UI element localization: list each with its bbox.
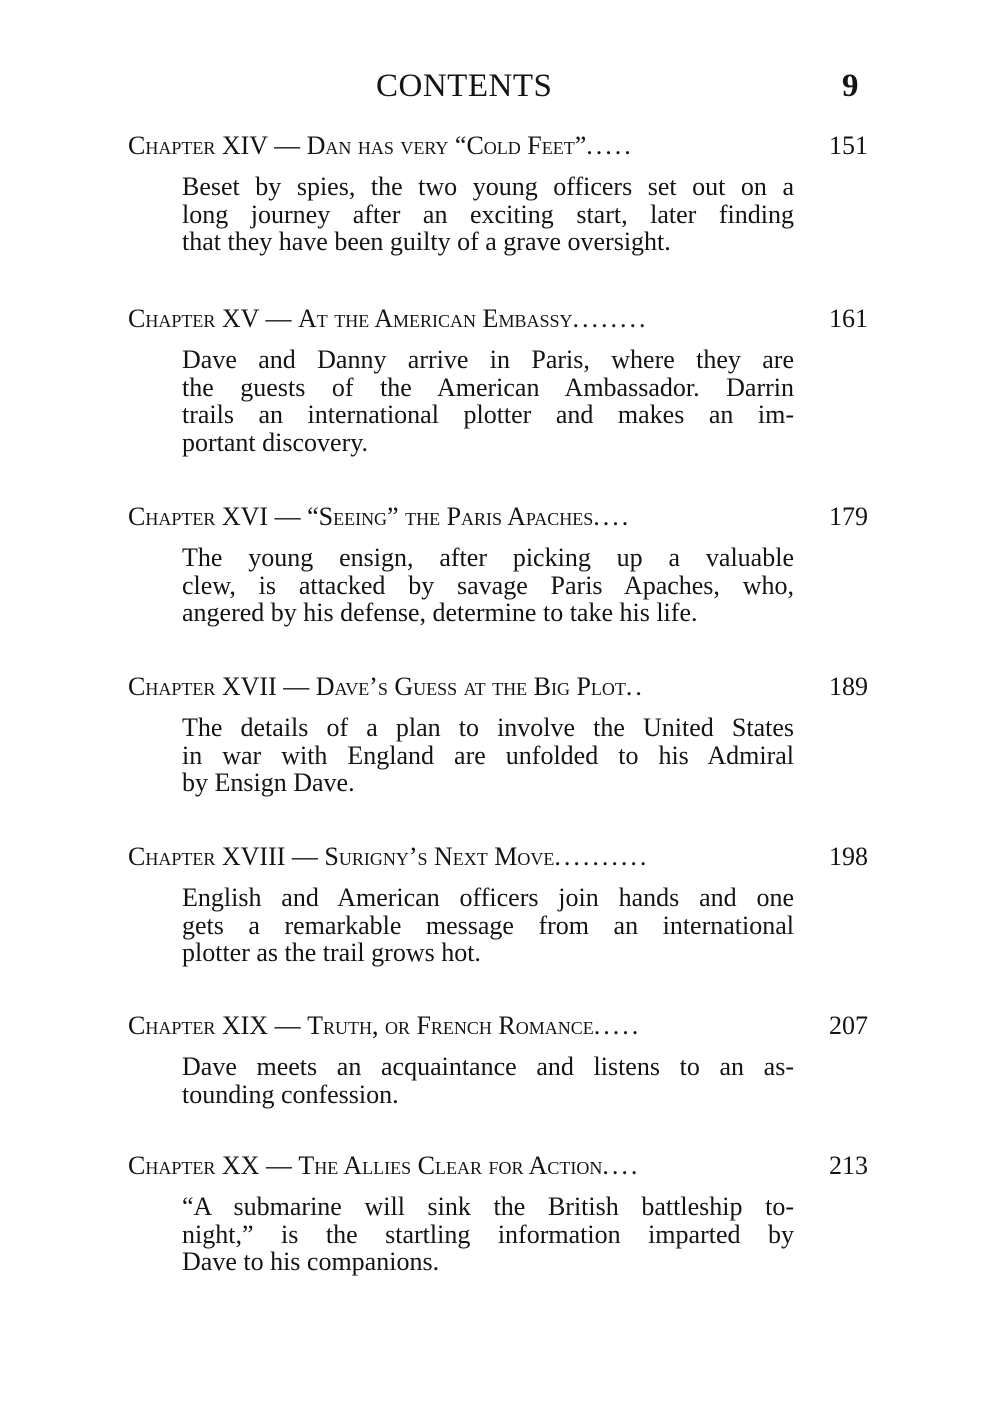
- chapter-summary: [182, 884, 794, 967]
- chapter-heading: [128, 842, 868, 876]
- chapter-summary: [182, 714, 794, 797]
- chapter-title: The Allies Clear for Action: [298, 1151, 603, 1180]
- summary-line: plotter as the trail grows hot.: [182, 938, 481, 967]
- summary-line: trails an international plotter and makes an im-: [182, 400, 794, 429]
- toc-entry: [128, 1151, 868, 1276]
- summary-line: tounding confession.: [182, 1079, 399, 1109]
- chapter-label: Chapter: [128, 131, 216, 160]
- dot-leader: ........: [572, 304, 649, 333]
- chapter-heading: [128, 502, 868, 536]
- toc-entry: [128, 502, 868, 627]
- chapter-numeral: XIX: [221, 1011, 269, 1040]
- summary-line: portant discovery.: [182, 427, 369, 457]
- chapter-page: 213: [829, 1151, 868, 1180]
- summary-line: that they have been guilty of a grave oversight.: [182, 227, 671, 256]
- chapter-numeral: XIV: [221, 131, 268, 160]
- chapter-label: Chapter: [128, 304, 216, 333]
- chapter-page: 161: [829, 304, 868, 333]
- chapter-page: 179: [829, 502, 868, 531]
- dot-leader: ..: [625, 672, 645, 701]
- page-number: 9: [842, 68, 859, 104]
- chapter-title: “Seeing” the Paris Apaches: [307, 502, 594, 531]
- chapter-dash: —: [274, 502, 301, 531]
- summary-line: The young ensign, after picking up a valuable: [182, 543, 794, 572]
- summary-line: long journey after an exciting start, later finding: [182, 199, 794, 229]
- toc-entry: [128, 1011, 868, 1108]
- summary-line: Dave meets an acquaintance and listens to an as-: [182, 1052, 794, 1081]
- chapter-summary: [182, 173, 794, 256]
- chapter-page: 207: [829, 1011, 868, 1040]
- summary-line: “A submarine will sink the British battleship to-: [182, 1192, 794, 1221]
- summary-line: angered by his defense, determine to take his life.: [182, 598, 698, 627]
- page-title: CONTENTS: [376, 68, 553, 104]
- chapter-title: At the American Embassy: [297, 304, 573, 333]
- toc-entry: [128, 672, 868, 797]
- chapter-heading: [128, 1151, 868, 1185]
- chapter-numeral: XVIII: [221, 842, 286, 871]
- chapter-dash: —: [265, 1151, 292, 1180]
- toc-entry: [128, 304, 868, 456]
- chapter-summary: [182, 346, 794, 456]
- chapter-title: Surigny’s Next Move: [324, 842, 555, 871]
- dot-leader: .....: [593, 1011, 642, 1040]
- summary-line: the guests of the American Ambassador. Darrin: [182, 372, 794, 402]
- summary-line: by Ensign Dave.: [182, 768, 355, 797]
- chapter-numeral: XX: [221, 1151, 260, 1180]
- chapter-summary: [182, 1193, 794, 1276]
- summary-line: gets a remarkable message from an international: [182, 910, 794, 940]
- dot-leader: ..........: [554, 842, 650, 871]
- chapter-label: Chapter: [128, 672, 216, 701]
- chapter-title: Dan has very “Cold Feet”: [306, 131, 587, 160]
- chapter-numeral: XVII: [221, 672, 277, 701]
- summary-line: English and American officers join hands and one: [182, 883, 794, 912]
- chapter-page: 151: [829, 131, 868, 160]
- chapter-dash: —: [283, 672, 310, 701]
- chapter-numeral: XVI: [221, 502, 269, 531]
- toc-entry: [128, 842, 868, 967]
- chapter-dash: —: [265, 304, 292, 333]
- chapter-heading: [128, 1011, 868, 1045]
- chapter-label: Chapter: [128, 1011, 216, 1040]
- chapter-title: Truth, or French Romance: [307, 1011, 594, 1040]
- chapter-label: Chapter: [128, 1151, 216, 1180]
- summary-line: Beset by spies, the two young officers set out on a: [182, 172, 794, 201]
- toc-entry: [128, 131, 868, 256]
- summary-line: clew, is attacked by savage Paris Apaches, who,: [182, 570, 794, 600]
- chapter-dash: —: [274, 1011, 301, 1040]
- chapter-summary: [182, 544, 794, 627]
- chapter-dash: —: [274, 131, 301, 160]
- chapter-heading: [128, 672, 868, 706]
- summary-line: in war with England are unfolded to his Admiral: [182, 740, 794, 770]
- chapter-heading: [128, 131, 868, 165]
- dot-leader: ....: [602, 1151, 641, 1180]
- chapter-label: Chapter: [128, 842, 216, 871]
- dot-leader: ....: [593, 502, 632, 531]
- chapter-page: 189: [829, 672, 868, 701]
- chapter-page: 198: [829, 842, 868, 871]
- chapter-label: Chapter: [128, 502, 216, 531]
- chapter-numeral: XV: [221, 304, 259, 333]
- chapter-title: Dave’s Guess at the Big Plot: [315, 672, 626, 701]
- chapter-summary: [182, 1053, 794, 1108]
- chapter-heading: [128, 304, 868, 338]
- summary-line: Dave to his companions.: [182, 1247, 440, 1276]
- summary-line: The details of a plan to involve the United States: [182, 713, 794, 742]
- dot-leader: .....: [586, 131, 634, 160]
- chapter-dash: —: [291, 842, 318, 871]
- summary-line: Dave and Danny arrive in Paris, where they are: [182, 345, 794, 374]
- summary-line: night,” is the startling information imparted by: [182, 1219, 794, 1249]
